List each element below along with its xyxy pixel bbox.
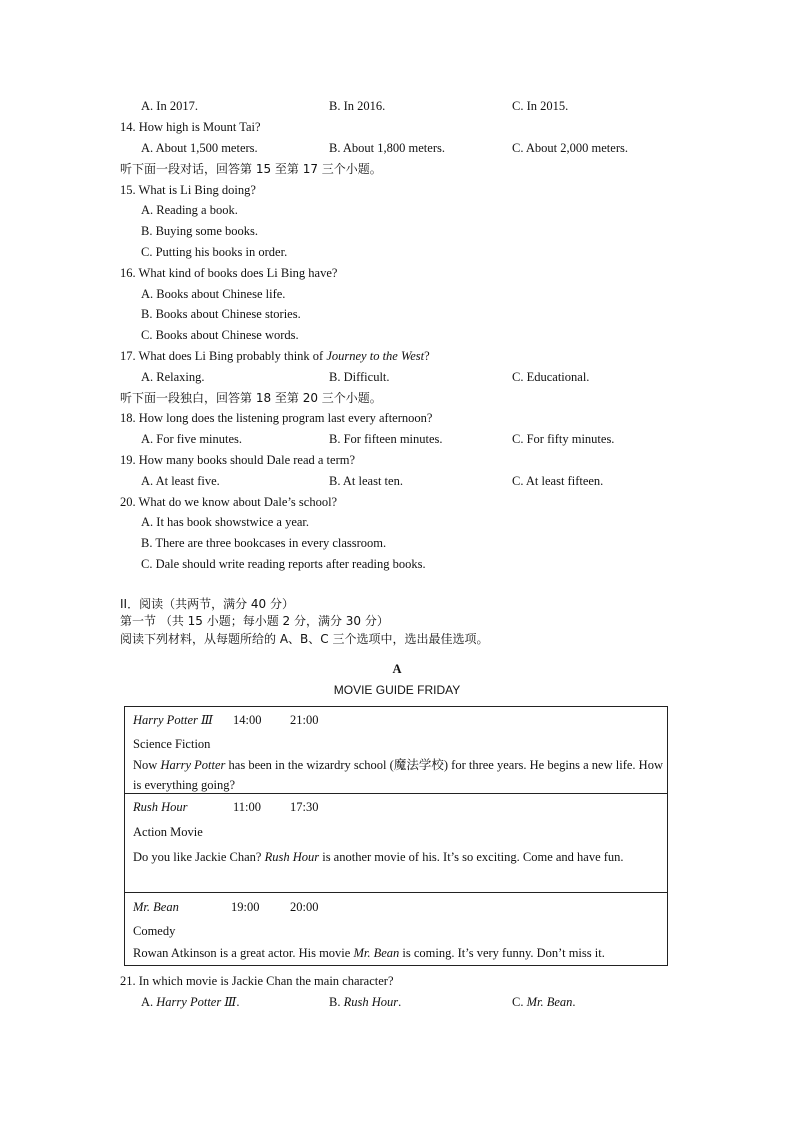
- q15-option-b: B. Buying some books.: [141, 224, 259, 238]
- movie-schedule: [133, 799, 319, 815]
- movie-name: Harry Potter Ⅲ: [133, 713, 214, 727]
- movie-name: Mr. Bean: [133, 900, 179, 914]
- q16-stem: 16. What kind of books does Li Bing have?: [120, 266, 338, 280]
- q20-stem: 20. What do we know about Dale’s school?: [120, 495, 338, 509]
- q13-option-a: A. In 2017.: [141, 99, 198, 113]
- movie-genre: Science Fiction: [133, 737, 211, 751]
- q15-stem: 15. What is Li Bing doing?: [120, 183, 256, 197]
- movie-time: 21:00: [290, 713, 319, 727]
- movie-name: Rush Hour: [133, 800, 188, 814]
- movie-entry: [125, 707, 667, 793]
- q17-option-c: C. Educational.: [512, 370, 590, 384]
- q19-stem: 19. How many books should Dale read a term?: [120, 453, 356, 467]
- q16-option-c: C. Books about Chinese words.: [141, 328, 299, 342]
- passage-title: MOVIE GUIDE FRIDAY: [333, 683, 461, 697]
- q14-stem: 14. How high is Mount Tai?: [120, 120, 261, 134]
- part-one-heading: 第一节 （共 15 小题；每小题 2 分，满分 30 分）: [120, 614, 389, 628]
- q17-option-a: A. Relaxing.: [141, 370, 205, 384]
- movie-schedule: [133, 712, 319, 728]
- q17-option-b: B. Difficult.: [329, 370, 390, 384]
- q18-stem: 18. How long does the listening program last every afternoon?: [120, 411, 433, 425]
- q21-option-b: B. Rush Hour.: [329, 995, 402, 1009]
- q15-option-c: C. Putting his books in order.: [141, 245, 288, 259]
- q20-option-a: A. It has book showstwice a year.: [141, 515, 310, 529]
- movie-time: 19:00: [231, 900, 260, 914]
- instruction-18-20: 听下面一段独白，回答第 18 至第 20 三个小题。: [120, 391, 382, 405]
- q18-option-b: B. For fifteen minutes.: [329, 432, 443, 446]
- movie-description: Now Harry Potter has been in the wizardry school (魔法学校) for three years. He begins a new life. How is everything going?: [133, 758, 663, 792]
- movie-schedule: [133, 899, 319, 915]
- q14-option-a: A. About 1,500 meters.: [141, 141, 258, 155]
- q13-option-b: B. In 2016.: [329, 99, 386, 113]
- q19-option-b: B. At least ten.: [329, 474, 403, 488]
- passage-label: A: [392, 662, 402, 676]
- q21-option-c: C. Mr. Bean.: [512, 995, 576, 1009]
- movie-description: Rowan Atkinson is a great actor. His movie Mr. Bean is coming. It’s very funny. Don’t miss it.: [133, 946, 605, 960]
- q18-option-c: C. For fifty minutes.: [512, 432, 615, 446]
- movie-time: 17:30: [290, 800, 319, 814]
- reading-instruction: 阅读下列材料，从每题所给的 A、B、C 三个选项中，选出最佳选项。: [120, 632, 489, 646]
- movie-time: 20:00: [290, 900, 319, 914]
- q15-option-a: A. Reading a book.: [141, 203, 238, 217]
- q14-option-c: C. About 2,000 meters.: [512, 141, 628, 155]
- q14-option-b: B. About 1,800 meters.: [329, 141, 445, 155]
- q19-option-c: C. At least fifteen.: [512, 474, 604, 488]
- q20-option-b: B. There are three bookcases in every classroom.: [141, 536, 387, 550]
- movie-entry: [125, 794, 667, 892]
- q20-option-c: C. Dale should write reading reports after reading books.: [141, 557, 426, 571]
- q21-stem: 21. In which movie is Jackie Chan the main character?: [120, 974, 394, 988]
- q16-option-a: A. Books about Chinese life.: [141, 287, 286, 301]
- movie-guide-table: [124, 706, 668, 966]
- q16-option-b: B. Books about Chinese stories.: [141, 307, 301, 321]
- q19-option-a: A. At least five.: [141, 474, 220, 488]
- movie-entry: [125, 893, 667, 965]
- movie-genre: Comedy: [133, 924, 176, 938]
- q13-option-c: C. In 2015.: [512, 99, 569, 113]
- q21-option-a: A. Harry Potter Ⅲ.: [141, 995, 240, 1009]
- movie-time: 11:00: [233, 800, 262, 814]
- movie-time: 14:00: [233, 713, 262, 727]
- movie-description: Do you like Jackie Chan? Rush Hour is another movie of his. It’s so exciting. Come and have fun.: [133, 850, 624, 864]
- movie-genre: Action Movie: [133, 825, 203, 839]
- q17-stem: 17. What does Li Bing probably think of Journey to the West?: [120, 349, 430, 363]
- instruction-15-17: 听下面一段对话，回答第 15 至第 17 三个小题。: [120, 162, 382, 176]
- q18-option-a: A. For five minutes.: [141, 432, 243, 446]
- book-title: Journey to the West: [326, 349, 425, 363]
- section-title: II．阅读（共两节，满分 40 分）: [120, 597, 294, 611]
